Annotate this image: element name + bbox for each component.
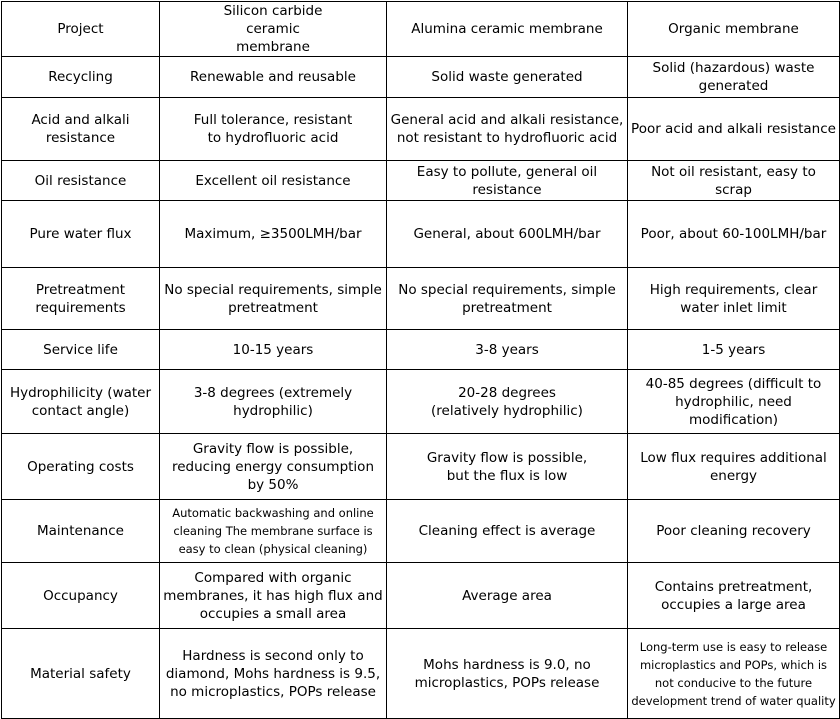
silicon-carbide-cell: Maximum, ≥3500LMH/bar <box>160 201 387 268</box>
organic-cell: 40-85 degrees (difficult to hydrophilic, need modification) <box>628 370 840 434</box>
table-row <box>2 98 840 161</box>
organic-cell: Poor acid and alkali resistance <box>628 98 840 161</box>
silicon-carbide-cell: Hardness is second only to diamond, Mohs hardness is 9.5, no microplastics, POPs release <box>160 629 387 719</box>
table-row <box>2 161 840 201</box>
silicon-carbide-cell: Gravity flow is possible, reducing energy consumption by 50% <box>160 434 387 500</box>
table-row <box>2 370 840 434</box>
table-row <box>2 500 840 563</box>
header-organic: Organic membrane <box>628 2 840 57</box>
alumina-cell: Mohs hardness is 9.0, no microplastics, POPs release <box>387 629 628 719</box>
silicon-carbide-cell: Renewable and reusable <box>160 57 387 98</box>
table-row <box>2 268 840 330</box>
header-alumina: Alumina ceramic membrane <box>387 2 628 57</box>
silicon-carbide-cell: 3-8 degrees (extremely hydrophilic) <box>160 370 387 434</box>
row-label: Oil resistance <box>2 161 160 201</box>
row-label: Acid and alkali resistance <box>2 98 160 161</box>
table-row <box>2 330 840 370</box>
organic-cell: Low flux requires additional energy <box>628 434 840 500</box>
row-label: Maintenance <box>2 500 160 563</box>
header-row <box>2 2 840 57</box>
row-label: Operating costs <box>2 434 160 500</box>
alumina-cell: 20-28 degrees (relatively hydrophilic) <box>387 370 628 434</box>
row-label: Occupancy <box>2 563 160 629</box>
row-label: Service life <box>2 330 160 370</box>
alumina-cell: General, about 600LMH/bar <box>387 201 628 268</box>
silicon-carbide-cell: Automatic backwashing and online cleaning The membrane surface is easy to clean (physical cleaning) <box>160 500 387 563</box>
header-silicon-carbide: Silicon carbide ceramic membrane <box>160 2 387 57</box>
silicon-carbide-cell: No special requirements, simple pretreatment <box>160 268 387 330</box>
row-label: Recycling <box>2 57 160 98</box>
silicon-carbide-cell: 10-15 years <box>160 330 387 370</box>
organic-cell: Long-term use is easy to release microplastics and POPs, which is not conducive to the future development trend of water quality <box>628 629 840 719</box>
alumina-cell: Average area <box>387 563 628 629</box>
alumina-cell: Easy to pollute, general oil resistance <box>387 161 628 201</box>
table-row <box>2 201 840 268</box>
alumina-cell: Gravity flow is possible, but the flux is low <box>387 434 628 500</box>
table-row <box>2 434 840 500</box>
organic-cell: Poor cleaning recovery <box>628 500 840 563</box>
organic-cell: 1-5 years <box>628 330 840 370</box>
row-label: Pretreatment requirements <box>2 268 160 330</box>
row-label: Pure water flux <box>2 201 160 268</box>
comparison-table <box>1 1 840 719</box>
alumina-cell: No special requirements, simple pretreatment <box>387 268 628 330</box>
header-project: Project <box>2 2 160 57</box>
table-row <box>2 57 840 98</box>
alumina-cell: 3-8 years <box>387 330 628 370</box>
row-label: Material safety <box>2 629 160 719</box>
organic-cell: Solid (hazardous) waste generated <box>628 57 840 98</box>
table-row <box>2 563 840 629</box>
organic-cell: Contains pretreatment, occupies a large area <box>628 563 840 629</box>
silicon-carbide-cell: Compared with organic membranes, it has high flux and occupies a small area <box>160 563 387 629</box>
organic-cell: High requirements, clear water inlet limit <box>628 268 840 330</box>
alumina-cell: Cleaning effect is average <box>387 500 628 563</box>
row-label: Hydrophilicity (water contact angle) <box>2 370 160 434</box>
organic-cell: Not oil resistant, easy to scrap <box>628 161 840 201</box>
alumina-cell: Solid waste generated <box>387 57 628 98</box>
table-row <box>2 629 840 719</box>
silicon-carbide-cell: Excellent oil resistance <box>160 161 387 201</box>
organic-cell: Poor, about 60-100LMH/bar <box>628 201 840 268</box>
silicon-carbide-cell: Full tolerance, resistant to hydrofluoric acid <box>160 98 387 161</box>
alumina-cell: General acid and alkali resistance, not resistant to hydrofluoric acid <box>387 98 628 161</box>
